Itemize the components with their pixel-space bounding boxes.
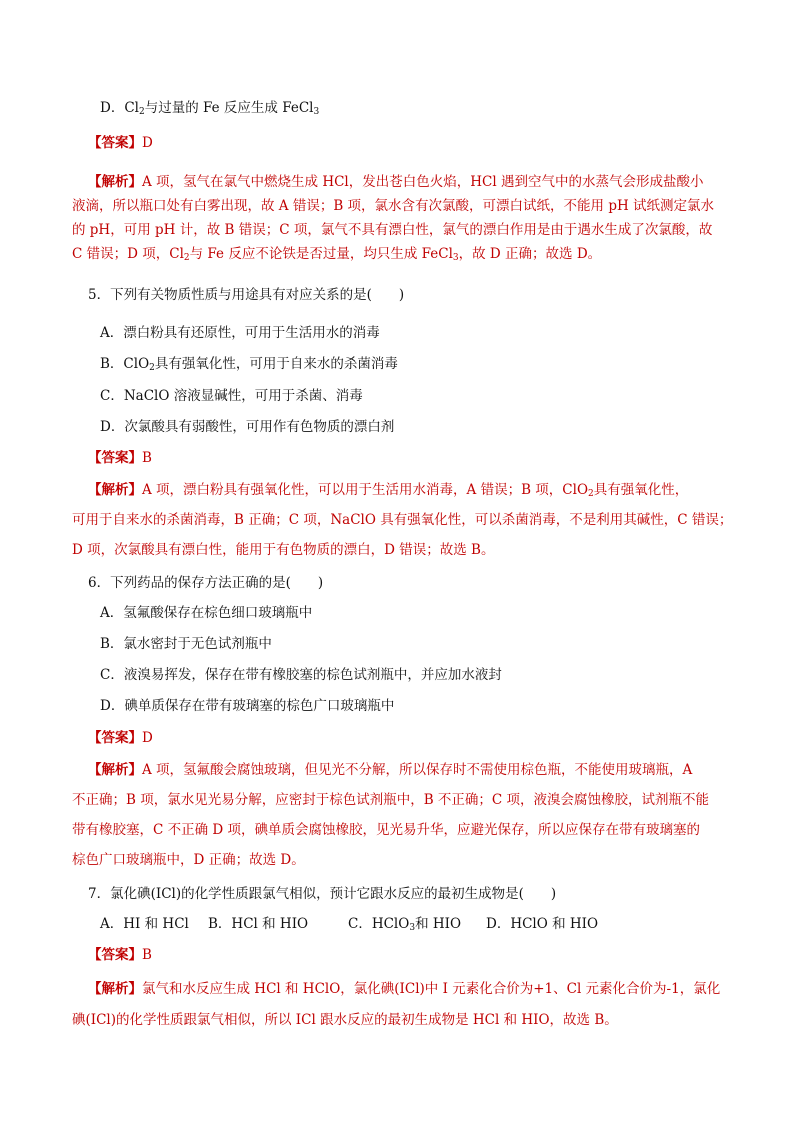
q6-stem: 6．下列药品的保存方法正确的是( ) bbox=[88, 575, 324, 591]
q7-option-d: D．HClO 和 HIO bbox=[486, 916, 599, 932]
q6-analysis-line-1: 【解析】A 项，氢氟酸会腐蚀玻璃，但见光不分解，所以保存时不需使用棕色瓶，不能使用玻璃瓶，A bbox=[88, 762, 693, 778]
q6-option-c: C．液溴易挥发，保存在带有橡胶塞的棕色试剂瓶中，并应加水液封 bbox=[100, 667, 502, 683]
q7-option-b: B．HCl 和 HIO bbox=[208, 916, 309, 932]
q4-option-d: D．$Cl_2$与过量的 Fe 反应生成 FeCl$_3$ bbox=[100, 100, 320, 117]
q4-analysis-line-1: 【解析】A 项，氢气在氯气中燃烧生成 HCl，发出苍白色火焰，HCl 遇到空气中的水蒸气会形成盐酸小 bbox=[88, 174, 704, 190]
q7-option-a: A．HI 和 HCl bbox=[100, 916, 189, 932]
q5-analysis-line-2: 可用于自来水的杀菌消毒，B 正确；C 项，NaClO 具有强氧化性，可以杀菌消毒，不是利用其碱性，C 错误； bbox=[72, 512, 733, 528]
q5-option-d: D．次氯酸具有弱酸性，可用作有色物质的漂白剂 bbox=[100, 419, 395, 435]
q5-stem: 5．下列有关物质性质与用途具有对应关系的是( ) bbox=[88, 287, 405, 303]
q6-option-a: A．氢氟酸保存在棕色细口玻璃瓶中 bbox=[100, 605, 313, 621]
q6-answer: 【答案】D bbox=[88, 730, 153, 746]
q7-answer: 【答案】B bbox=[88, 947, 152, 963]
q6-option-d: D．碘单质保存在带有玻璃塞的棕色广口玻璃瓶中 bbox=[100, 698, 395, 714]
q7-stem: 7．氯化碘(ICl)的化学性质跟氯气相似，预计它跟水反应的最初生成物是( ) bbox=[88, 886, 557, 902]
q7-option-c: C．HClO$_3$和 HIO bbox=[348, 916, 462, 933]
q6-analysis-line-2: 不正确；B 项，氯水见光易分解，应密封于棕色试剂瓶中，B 不正确；C 项，液溴会腐蚀橡胶，试剂瓶不能 bbox=[72, 792, 710, 808]
q6-option-b: B．氯水密封于无色试剂瓶中 bbox=[100, 636, 272, 652]
q7-analysis-line-2: 碘(ICl)的化学性质跟氯气相似，所以 ICl 跟水反应的最初生成物是 HCl 和 HIO，故选 B。 bbox=[72, 1012, 618, 1028]
q4-analysis-line-4: C 错误；D 项，$Cl_2$与 Fe 反应不论铁是否过量，均只生成 FeCl$_3$，故 D 正确；故选 D。 bbox=[72, 246, 602, 263]
q4-analysis-line-2: 液滴，所以瓶口处有白雾出现，故 A 错误；B 项，氯水含有次氯酸，可漂白试纸，不能用 pH 试纸测定氯水 bbox=[72, 198, 715, 214]
q4-analysis-line-3: 的 pH，可用 pH 计，故 B 错误；C 项，氯气不具有漂白性，氯气的漂白作用是由于遇水生成了次氯酸，故 bbox=[72, 222, 713, 238]
q6-analysis-line-3: 带有橡胶塞，C 不正确 D 项，碘单质会腐蚀橡胶，见光易升华，应避光保存，所以应保存在带有玻璃塞的 bbox=[72, 822, 701, 838]
q5-option-c: C．NaClO 溶液显碱性，可用于杀菌、消毒 bbox=[100, 388, 363, 404]
q5-option-a: A．漂白粉具有还原性，可用于生活用水的消毒 bbox=[100, 325, 380, 341]
q6-analysis-line-4: 棕色广口玻璃瓶中，D 正确；故选 D。 bbox=[72, 852, 305, 868]
q7-options-row bbox=[100, 914, 700, 934]
q4-answer: 【答案】D bbox=[88, 135, 153, 151]
q5-analysis-line-1: 【解析】A 项，漂白粉具有强氧化性，可以用于生活用水消毒，A 错误；B 项，ClO$_2$具有强氧化性， bbox=[88, 482, 689, 499]
q5-answer: 【答案】B bbox=[88, 450, 152, 466]
q5-option-b: B．ClO$_2$具有强氧化性，可用于自来水的杀菌消毒 bbox=[100, 356, 398, 373]
q7-analysis-line-1: 【解析】氯气和水反应生成 HCl 和 HClO，氯化碘(ICl)中 I 元素化合价为+1、Cl 元素化合价为-1，氯化 bbox=[88, 981, 721, 997]
q5-analysis-line-3: D 项，次氯酸具有漂白性，能用于有色物质的漂白，D 错误；故选 B。 bbox=[72, 542, 495, 558]
